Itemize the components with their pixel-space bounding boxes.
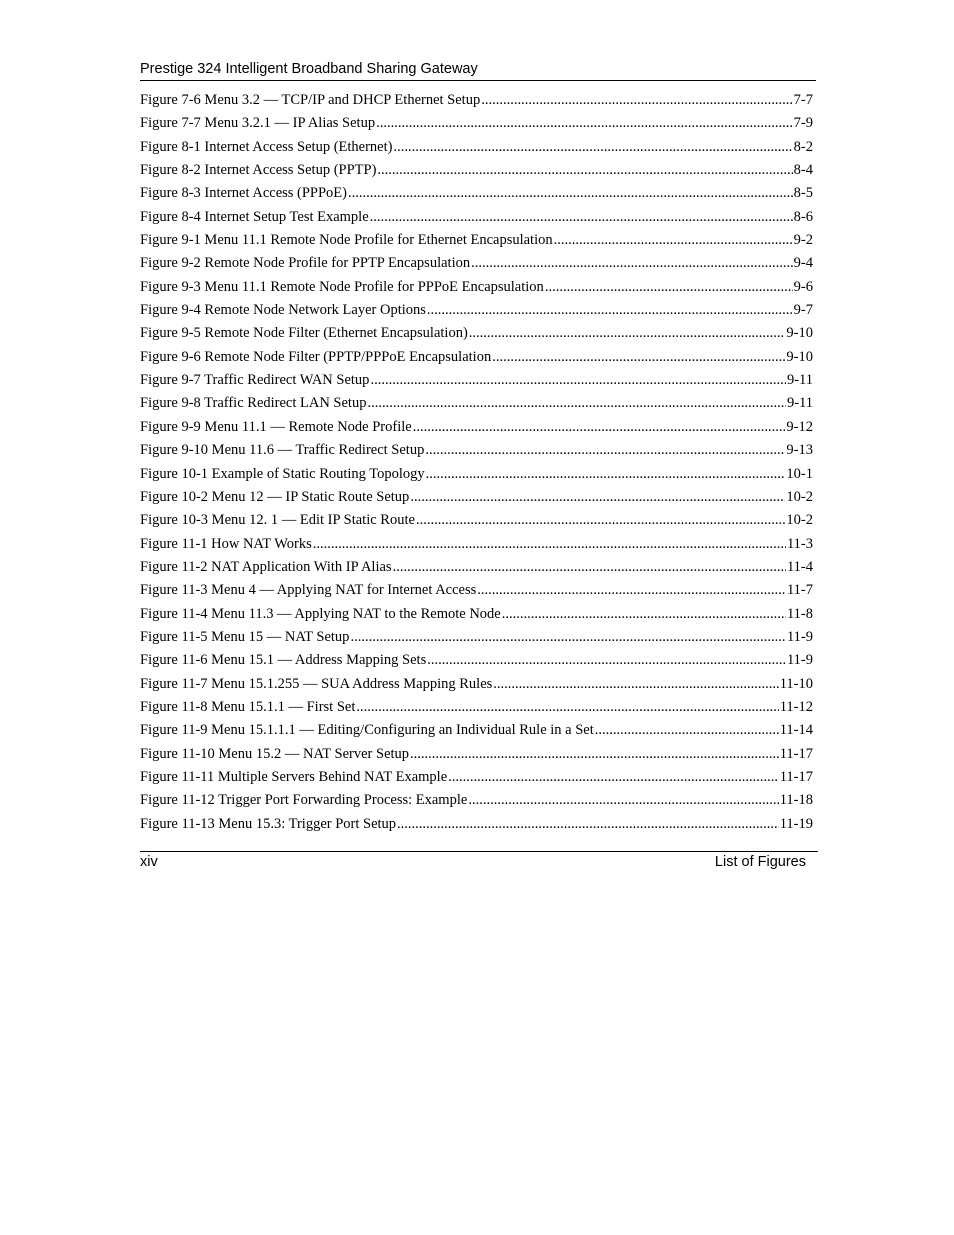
page-header <box>140 60 816 81</box>
toc-dot-leader <box>377 159 792 182</box>
toc-entry-title: Figure 10-3 Menu 12. 1 — Edit IP Static Route <box>140 512 415 529</box>
toc-dot-leader <box>350 626 786 649</box>
toc-entry-title: Figure 9-3 Menu 11.1 Remote Node Profile for PPPoE Encapsulation <box>140 278 544 295</box>
toc-entry-title: Figure 11-9 Menu 15.1.1.1 — Editing/Configuring an Individual Rule in a Set <box>140 722 594 739</box>
toc-entry-page: 11-17 <box>779 745 813 762</box>
toc-entry[interactable] <box>140 626 813 649</box>
toc-entry-title: Figure 11-10 Menu 15.2 — NAT Server Setup <box>140 745 410 762</box>
toc-entry-title: Figure 9-1 Menu 11.1 Remote Node Profile for Ethernet Encapsulation <box>140 232 553 249</box>
toc-entry[interactable] <box>140 206 813 229</box>
toc-entry-page: 11-9 <box>786 628 813 645</box>
toc-dot-leader <box>416 509 785 532</box>
toc-entry[interactable] <box>140 556 813 579</box>
toc-entry-page: 11-8 <box>786 605 813 622</box>
toc-entry-page: 10-2 <box>786 512 813 529</box>
toc-dot-leader <box>481 89 792 112</box>
toc-entry-page: 9-13 <box>786 442 813 459</box>
toc-entry[interactable] <box>140 486 813 509</box>
toc-dot-leader <box>492 346 785 369</box>
toc-entry-title: Figure 11-5 Menu 15 — NAT Setup <box>140 628 350 645</box>
header-title: Prestige 324 Intelligent Broadband Sharing Gateway <box>140 61 478 77</box>
toc-entry-page: 7-7 <box>793 92 813 108</box>
toc-entry[interactable] <box>140 136 813 159</box>
toc-dot-leader <box>348 182 793 205</box>
toc-dot-leader <box>397 813 779 836</box>
page-footer <box>140 851 818 874</box>
toc-entry-page: 11-4 <box>786 558 813 575</box>
toc-entry-title: Figure 8-3 Internet Access (PPPoE) <box>140 185 347 202</box>
toc-entry-page: 11-19 <box>779 815 813 832</box>
toc-entry[interactable] <box>140 719 813 742</box>
toc-entry-page: 8-6 <box>793 208 813 225</box>
toc-entry-title: Figure 10-2 Menu 12 — IP Static Route Setup <box>140 488 410 505</box>
toc-dot-leader <box>426 463 786 486</box>
toc-dot-leader <box>393 556 786 579</box>
toc-dot-leader <box>413 416 786 439</box>
toc-entry-page: 11-14 <box>779 722 813 739</box>
toc-entry-title: Figure 9-10 Menu 11.6 — Traffic Redirect Setup <box>140 442 425 459</box>
toc-dot-leader <box>427 299 793 322</box>
toc-dot-leader <box>545 276 793 299</box>
footer-page-number: xiv <box>140 854 158 870</box>
toc-entry-page: 9-11 <box>786 395 813 412</box>
toc-dot-leader <box>471 252 793 275</box>
toc-entry[interactable] <box>140 182 813 205</box>
toc-dot-leader <box>376 112 793 135</box>
toc-entry-page: 8-4 <box>793 162 813 179</box>
toc-entry[interactable] <box>140 509 813 532</box>
toc-entry-title: Figure 8-4 Internet Setup Test Example <box>140 208 369 225</box>
toc-entry-title: Figure 9-8 Traffic Redirect LAN Setup <box>140 395 367 412</box>
toc-entry[interactable] <box>140 229 813 252</box>
toc-entry[interactable] <box>140 392 813 415</box>
toc-dot-leader <box>468 789 778 812</box>
toc-entry[interactable] <box>140 533 813 556</box>
toc-entry-title: Figure 7-6 Menu 3.2 — TCP/IP and DHCP Ethernet Setup <box>140 92 481 108</box>
toc-entry-page: 11-17 <box>779 768 813 785</box>
toc-entry-page: 9-4 <box>793 255 813 272</box>
toc-dot-leader <box>554 229 793 252</box>
toc-entry-page: 11-18 <box>779 792 813 809</box>
toc-entry[interactable] <box>140 696 813 719</box>
toc-entry-title: Figure 11-6 Menu 15.1 — Address Mapping Sets <box>140 652 427 669</box>
toc-entry[interactable] <box>140 346 813 369</box>
toc-entry[interactable] <box>140 603 813 626</box>
toc-dot-leader <box>502 603 786 626</box>
footer-section-title: List of Figures <box>714 854 806 870</box>
toc-dot-leader <box>427 649 786 672</box>
toc-entry-title: Figure 10-1 Example of Static Routing Topology <box>140 465 425 482</box>
toc-entry[interactable] <box>140 649 813 672</box>
toc-entry-page: 10-1 <box>786 465 813 482</box>
toc-dot-leader <box>410 743 779 766</box>
toc-dot-leader <box>370 369 786 392</box>
toc-entry[interactable] <box>140 159 813 182</box>
toc-entry-title: Figure 9-7 Traffic Redirect WAN Setup <box>140 372 370 389</box>
toc-entry-title: Figure 8-2 Internet Access Setup (PPTP) <box>140 162 377 179</box>
toc-entry[interactable] <box>140 252 813 275</box>
toc-entry-page: 11-3 <box>786 535 813 552</box>
toc-entry[interactable] <box>140 813 813 836</box>
toc-entry[interactable] <box>140 766 813 789</box>
toc-dot-leader <box>425 439 785 462</box>
toc-dot-leader <box>493 673 778 696</box>
toc-entry-title: Figure 9-6 Remote Node Filter (PPTP/PPPoE Encapsulation <box>140 348 492 365</box>
toc-entry[interactable] <box>140 579 813 602</box>
toc-entry-title: Figure 11-3 Menu 4 — Applying NAT for Internet Access <box>140 582 477 599</box>
toc-entry-title: Figure 9-9 Menu 11.1 — Remote Node Profile <box>140 418 412 435</box>
toc-entry-page: 8-5 <box>793 185 813 202</box>
toc-dot-leader <box>313 533 786 556</box>
toc-entry[interactable] <box>140 416 813 439</box>
toc-entry-page: 11-10 <box>779 675 813 692</box>
toc-entry-title: Figure 8-1 Internet Access Setup (Ethernet) <box>140 138 393 155</box>
toc-dot-leader <box>477 579 786 602</box>
toc-entry[interactable] <box>140 673 813 696</box>
toc-entry-page: 9-10 <box>786 348 813 365</box>
toc-entry[interactable] <box>140 369 813 392</box>
toc-entry-title: Figure 9-5 Remote Node Filter (Ethernet Encapsulation) <box>140 325 468 342</box>
toc-entry-title: Figure 11-8 Menu 15.1.1 — First Set <box>140 698 356 715</box>
toc-entry-page: 11-9 <box>786 652 813 669</box>
toc-dot-leader <box>370 206 793 229</box>
toc-entry[interactable] <box>140 743 813 766</box>
toc-entry-page: 11-12 <box>779 698 813 715</box>
toc-entry-page: 8-2 <box>793 138 813 155</box>
toc-dot-leader <box>367 392 785 415</box>
list-of-figures <box>140 89 813 836</box>
toc-entry-title: Figure 9-2 Remote Node Profile for PPTP Encapsulation <box>140 255 471 272</box>
toc-dot-leader <box>393 136 792 159</box>
toc-entry-title: Figure 11-4 Menu 11.3 — Applying NAT to the Remote Node <box>140 605 501 622</box>
toc-entry-page: 9-12 <box>786 418 813 435</box>
toc-dot-leader <box>469 322 786 345</box>
toc-entry-page: 10-2 <box>786 488 813 505</box>
toc-entry-title: Figure 9-4 Remote Node Network Layer Options <box>140 302 426 319</box>
toc-entry-page: 9-11 <box>786 372 813 389</box>
toc-entry-page: 9-7 <box>793 302 813 319</box>
toc-entry-title: Figure 7-7 Menu 3.2.1 — IP Alias Setup <box>140 115 376 132</box>
toc-entry-title: Figure 11-13 Menu 15.3: Trigger Port Setup <box>140 815 397 832</box>
toc-entry-title: Figure 11-11 Multiple Servers Behind NAT Example <box>140 768 448 785</box>
toc-entry[interactable] <box>140 789 813 812</box>
toc-entry-title: Figure 11-2 NAT Application With IP Alias <box>140 558 392 575</box>
toc-entry-page: 7-9 <box>793 115 813 132</box>
toc-dot-leader <box>356 696 778 719</box>
toc-dot-leader <box>448 766 779 789</box>
toc-entry[interactable] <box>140 439 813 462</box>
toc-entry-title: Figure 11-1 How NAT Works <box>140 535 312 552</box>
toc-entry[interactable] <box>140 112 813 135</box>
toc-entry[interactable] <box>140 276 813 299</box>
toc-entry-page: 9-6 <box>793 278 813 295</box>
toc-dot-leader <box>595 719 779 742</box>
toc-entry-page: 11-7 <box>786 582 813 599</box>
toc-entry[interactable] <box>140 299 813 322</box>
toc-entry[interactable] <box>140 322 813 345</box>
toc-dot-leader <box>410 486 785 509</box>
toc-entry-page: 9-2 <box>793 232 813 249</box>
toc-entry-title: Figure 11-7 Menu 15.1.255 — SUA Address Mapping Rules <box>140 675 493 692</box>
toc-entry[interactable] <box>140 463 813 486</box>
toc-entry-page: 9-10 <box>786 325 813 342</box>
toc-entry[interactable] <box>140 89 813 112</box>
toc-entry-title: Figure 11-12 Trigger Port Forwarding Process: Example <box>140 792 468 809</box>
